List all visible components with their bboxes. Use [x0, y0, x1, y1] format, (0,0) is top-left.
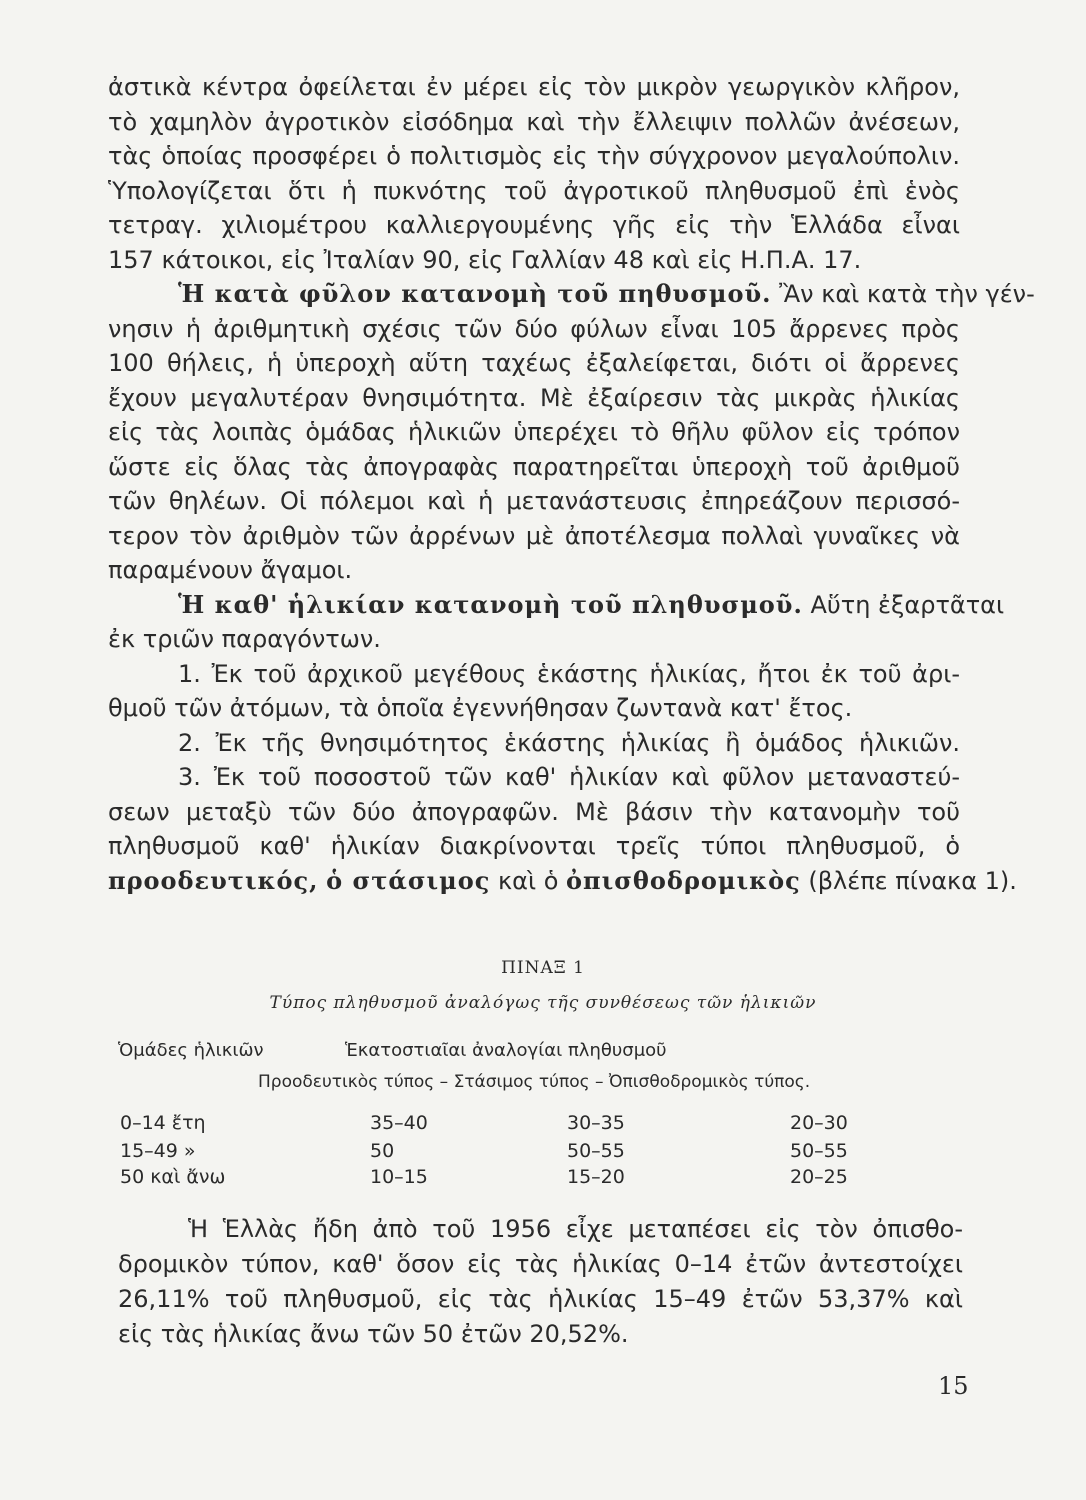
- text-line: τὸ χαμηλὸν ἀγροτικὸν εἰσόδημα καὶ τὴν ἔλλειψιν πολλῶν ἀνέσεων,: [108, 107, 960, 136]
- table-cell-progressive: 10–15: [370, 1166, 428, 1188]
- table-cell-group: 15–49 »: [120, 1140, 196, 1162]
- table-cell-progressive: 50: [370, 1140, 395, 1162]
- section-first-line: [108, 588, 1005, 623]
- text-line: 157 κάτοικοι, εἰς Ἰταλίαν 90, εἰς Γαλλίαν 48 καὶ εἰς Η.Π.Α. 17.: [108, 245, 862, 274]
- text-line: Ὑπολογίζεται ὅτι ἡ πυκνότης τοῦ ἀγροτικοῦ πληθυσμοῦ ἐπὶ ἑνὸς: [108, 176, 960, 205]
- text-line: πληθυσμοῦ καθ' ἡλικίαν διακρίνονται τρεῖς τύποι πληθυσμοῦ, ὁ: [108, 832, 960, 860]
- table-cell-regressive: 50–55: [790, 1140, 848, 1162]
- text-fragment: καὶ ὁ: [497, 866, 559, 895]
- table-cell-regressive: 20–30: [790, 1112, 848, 1134]
- term-progressive: προοδευτικός,: [108, 865, 319, 895]
- page-number: 15: [938, 1372, 969, 1400]
- table-cell-stationary: 30–35: [567, 1112, 625, 1134]
- term-stationary: ὁ στάσιμος: [326, 865, 491, 895]
- table-cell-stationary: 50–55: [567, 1140, 625, 1162]
- text-line: τὰς ὁποίας προσφέρει ὁ πολιτισμὸς εἰς τὴν σύγχρονον μεγαλούπολιν.: [108, 142, 960, 170]
- text-line: εἰς τὰς λοιπὰς ὁμάδας ἡλικιῶν ὑπερέχει τὸ θῆλυ φῦλον εἰς τρόπον: [108, 418, 960, 446]
- section-heading-sex: Ἡ κατὰ φῦλον κατανομὴ τοῦ πηθυσμοῦ.: [178, 279, 772, 308]
- text-line: ὥστε εἰς ὅλας τὰς ἀπογραφὰς παρατηρεῖται ὑπεροχὴ τοῦ ἀριθμοῦ: [108, 452, 960, 481]
- table-header-types: Προοδευτικὸς τύπος – Στάσιμος τύπος – Ὀπισθοδρομικὸς τύπος.: [258, 1072, 811, 1092]
- text-line: θμοῦ τῶν ἀτόμων, τὰ ὁποῖα ἐγεννήθησαν ζωντανὰ κατ' ἔτος.: [108, 694, 853, 722]
- text-fragment: (βλέπε πίνακα 1).: [808, 866, 1017, 895]
- text-line: ἐκ τριῶν παραγόντων.: [108, 625, 381, 653]
- text-line: παραμένουν ἄγαμοι.: [108, 556, 353, 584]
- section-heading-age: Ἡ καθ' ἡλικίαν κατανομὴ τοῦ πληθυσμοῦ.: [178, 589, 803, 619]
- text-line: τετραγ. χιλιομέτρου καλλιεργουμένης γῆς εἰς τὴν Ἑλλάδα εἶναι: [108, 211, 960, 239]
- text-line: δρομικὸν τύπον, καθ' ὅσον εἰς τὰς ἡλικίας 0–14 ἐτῶν ἀντεστοίχει: [118, 1250, 963, 1278]
- text-line: ἔχουν μεγαλυτέραν θνησιμότητα. Μὲ ἐξαίρεσιν τὰς μικρὰς ἡλικίας: [108, 383, 960, 412]
- table-cell-stationary: 15–20: [567, 1166, 625, 1188]
- text-line-types: [108, 864, 1017, 899]
- table-cell-group: 0–14 ἔτη: [120, 1112, 206, 1134]
- text-line: σεων μεταξὺ τῶν δύο ἀπογραφῶν. Μὲ βάσιν τὴν κατανομὴν τοῦ: [108, 797, 960, 826]
- table-label: ΠΙΝΑΞ 1: [501, 958, 585, 978]
- term-regressive: ὀπισθοδρομικὸς: [566, 865, 801, 895]
- closing-paragraph: [118, 1212, 963, 1352]
- table-cell-regressive: 20–25: [790, 1166, 848, 1188]
- table-caption: Τύπος πληθυσμοῦ ἀναλόγως τῆς συνθέσεως τῶν ἡλικιῶν: [269, 993, 817, 1013]
- numbered-item-1: 1. Ἐκ τοῦ ἀρχικοῦ μεγέθους ἑκάστης ἡλικίας, ἤτοι ἐκ τοῦ ἀρι-: [178, 659, 960, 688]
- table-header-age-groups: Ὁμάδες ἡλικιῶν: [118, 1040, 264, 1061]
- text-line: νησιν ἡ ἀριθμητικὴ σχέσις τῶν δύο φύλων εἶναι 105 ἄρρενες πρὸς: [108, 314, 960, 343]
- text-fragment: Αὕτη ἐξαρτᾶται: [810, 590, 1005, 619]
- table-header-percentages: Ἑκατοστιαῖαι ἀναλογίαι πληθυσμοῦ: [345, 1040, 667, 1061]
- text-line: ἀστικὰ κέντρα ὀφείλεται ἐν μέρει εἰς τὸν μικρὸν γεωργικὸν κλῆρον,: [108, 73, 960, 101]
- main-text: [108, 70, 1035, 898]
- text-line: 26,11% τοῦ πληθυσμοῦ, εἰς τὰς ἡλικίας 15–49 ἐτῶν 53,37% καὶ: [118, 1285, 963, 1313]
- text-fragment: Ἂν καὶ κατὰ τὴν γέν-: [779, 280, 1035, 308]
- text-line: τῶν θηλέων. Οἱ πόλεμοι καὶ ἡ μετανάστευσις ἐπηρεάζουν περισσό-: [108, 487, 960, 515]
- table-cell-group: 50 καὶ ἄνω: [120, 1166, 226, 1188]
- numbered-item-2: 2. Ἐκ τῆς θνησιμότητος ἑκάστης ἡλικίας ἢ ὁμάδος ἡλικιῶν.: [178, 728, 960, 757]
- section-first-line: [108, 277, 1035, 312]
- text-line: εἰς τὰς ἡλικίας ἄνω τῶν 50 ἐτῶν 20,52%.: [118, 1320, 629, 1348]
- numbered-item-3: 3. Ἐκ τοῦ ποσοστοῦ τῶν καθ' ἡλικίαν καὶ φῦλον μεταναστεύ-: [178, 763, 960, 791]
- text-line: Ἡ Ἑλλὰς ἤδη ἀπὸ τοῦ 1956 εἶχε μεταπέσει εἰς τὸν ὀπισθο-: [188, 1215, 963, 1243]
- text-line: τερον τὸν ἀριθμὸν τῶν ἀρρένων μὲ ἀποτέλεσμα πολλαὶ γυναῖκες νὰ: [108, 521, 960, 550]
- text-line: 100 θήλεις, ἡ ὑπεροχὴ αὕτη ταχέως ἐξαλείφεται, διότι οἱ ἄρρενες: [108, 349, 960, 377]
- table-cell-progressive: 35–40: [370, 1112, 428, 1134]
